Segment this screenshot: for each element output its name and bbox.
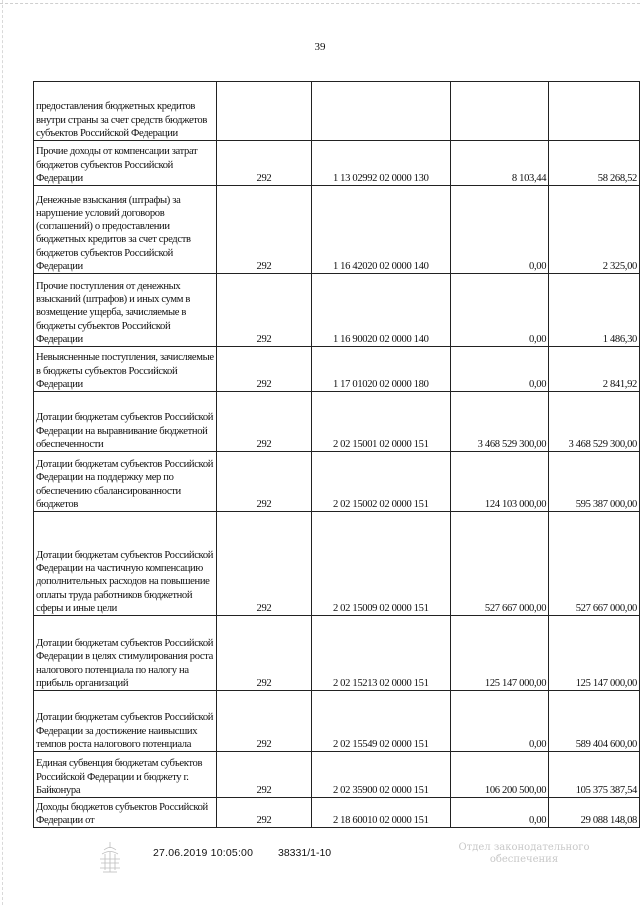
row-name: Прочие доходы от компенсации затрат бюджетов субъектов Российской Федерации xyxy=(34,141,217,186)
row-value-plan: 0,00 xyxy=(450,274,549,347)
row-name: Единая субвенция бюджетам субъектов Российской Федерации и бюджету г. Байконура xyxy=(34,752,217,798)
row-admin-code: 292 xyxy=(216,616,311,691)
table-row xyxy=(34,347,640,392)
row-value-actual: 589 404 600,00 xyxy=(549,691,640,752)
row-name: предоставления бюджетных кредитов внутри страны за счет средств бюджетов субъектов Российской Федерации xyxy=(34,82,217,141)
page-footer xyxy=(0,842,640,886)
table-row xyxy=(34,274,640,347)
row-admin-code: 292 xyxy=(216,752,311,798)
row-budget-code: 2 02 35900 02 0000 151 xyxy=(311,752,450,798)
row-value-plan: 0,00 xyxy=(450,798,549,828)
row-value-actual: 58 268,52 xyxy=(549,141,640,186)
row-value-actual: 29 088 148,08 xyxy=(549,798,640,828)
row-name: Дотации бюджетам субъектов Российской Федерации в целях стимулирования роста налогового потенциала по налогу на прибыль организаций xyxy=(34,616,217,691)
row-budget-code: 2 02 15001 02 0000 151 xyxy=(311,392,450,452)
table-row xyxy=(34,798,640,828)
row-name: Дотации бюджетам субъектов Российской Федерации за достижение наивысших темпов роста налогового потенциала xyxy=(34,691,217,752)
scan-edge-top xyxy=(0,3,640,4)
row-admin-code xyxy=(216,82,311,141)
row-budget-code: 2 18 60010 02 0000 151 xyxy=(311,798,450,828)
row-value-plan: 527 667 000,00 xyxy=(450,512,549,616)
scan-edge-left xyxy=(2,0,3,905)
department-stamp xyxy=(444,842,604,866)
row-name: Денежные взыскания (штрафы) за нарушение условий договоров (соглашений) о предоставлении бюджетных кредитов за счет средств бюджетов субъектов Российской Федерации xyxy=(34,186,217,274)
row-admin-code: 292 xyxy=(216,798,311,828)
table-row xyxy=(34,512,640,616)
row-budget-code: 2 02 15002 02 0000 151 xyxy=(311,452,450,512)
row-name: Доходы бюджетов субъектов Российской Федерации от xyxy=(34,798,217,828)
row-value-actual: 595 387 000,00 xyxy=(549,452,640,512)
row-value-actual xyxy=(549,82,640,141)
row-value-plan: 0,00 xyxy=(450,347,549,392)
row-value-actual: 3 468 529 300,00 xyxy=(549,392,640,452)
row-admin-code: 292 xyxy=(216,347,311,392)
row-name: Невыясненные поступления, зачисляемые в бюджеты субъектов Российской Федерации xyxy=(34,347,217,392)
page-number: 39 xyxy=(314,41,326,53)
row-value-plan: 8 103,44 xyxy=(450,141,549,186)
row-name: Прочие поступления от денежных взысканий (штрафов) и иных сумм в возмещение ущерба, зачисляемые в бюджеты субъектов Российской Федерации xyxy=(34,274,217,347)
row-name: Дотации бюджетам субъектов Российской Федерации на выравнивание бюджетной обеспеченности xyxy=(34,392,217,452)
row-value-plan xyxy=(450,82,549,141)
row-budget-code: 2 02 15213 02 0000 151 xyxy=(311,616,450,691)
row-value-plan: 0,00 xyxy=(450,186,549,274)
document-number: 38331/1-10 xyxy=(278,847,332,859)
table-row xyxy=(34,752,640,798)
row-value-plan: 0,00 xyxy=(450,691,549,752)
row-value-plan: 106 200 500,00 xyxy=(450,752,549,798)
row-value-actual: 1 486,30 xyxy=(549,274,640,347)
row-admin-code: 292 xyxy=(216,691,311,752)
row-value-actual: 2 841,92 xyxy=(549,347,640,392)
budget-revenue-table xyxy=(33,81,640,828)
row-budget-code: 1 13 02992 02 0000 130 xyxy=(311,141,450,186)
row-admin-code: 292 xyxy=(216,392,311,452)
row-admin-code: 292 xyxy=(216,186,311,274)
row-budget-code: 1 17 01020 02 0000 180 xyxy=(311,347,450,392)
document-datetime: 27.06.2019 10:05:00 xyxy=(153,847,254,859)
row-admin-code: 292 xyxy=(216,452,311,512)
row-value-plan: 3 468 529 300,00 xyxy=(450,392,549,452)
stamp-line: Отдел законодательного xyxy=(458,842,590,853)
row-value-plan: 125 147 000,00 xyxy=(450,616,549,691)
table-row xyxy=(34,452,640,512)
row-budget-code: 1 16 90020 02 0000 140 xyxy=(311,274,450,347)
row-name: Дотации бюджетам субъектов Российской Федерации на частичную компенсацию дополнительных расходов на повышение оплаты труда работников бюджетной сферы и иные цели xyxy=(34,512,217,616)
row-name: Дотации бюджетам субъектов Российской Федерации на поддержку мер по обеспечению сбалансированности бюджетов xyxy=(34,452,217,512)
table-row xyxy=(34,392,640,452)
row-value-actual: 2 325,00 xyxy=(549,186,640,274)
table-row xyxy=(34,616,640,691)
table-row xyxy=(34,186,640,274)
row-budget-code: 2 02 15009 02 0000 151 xyxy=(311,512,450,616)
row-value-actual: 125 147 000,00 xyxy=(549,616,640,691)
row-budget-code: 2 02 15549 02 0000 151 xyxy=(311,691,450,752)
row-admin-code: 292 xyxy=(216,141,311,186)
table-row xyxy=(34,691,640,752)
row-admin-code: 292 xyxy=(216,512,311,616)
row-value-actual: 527 667 000,00 xyxy=(549,512,640,616)
row-budget-code xyxy=(311,82,450,141)
row-admin-code: 292 xyxy=(216,274,311,347)
table-row xyxy=(34,82,640,141)
emblem-seal-icon xyxy=(95,840,125,876)
table-row xyxy=(34,141,640,186)
row-value-plan: 124 103 000,00 xyxy=(450,452,549,512)
row-value-actual: 105 375 387,54 xyxy=(549,752,640,798)
row-budget-code: 1 16 42020 02 0000 140 xyxy=(311,186,450,274)
stamp-line: обеспечения xyxy=(489,854,559,865)
